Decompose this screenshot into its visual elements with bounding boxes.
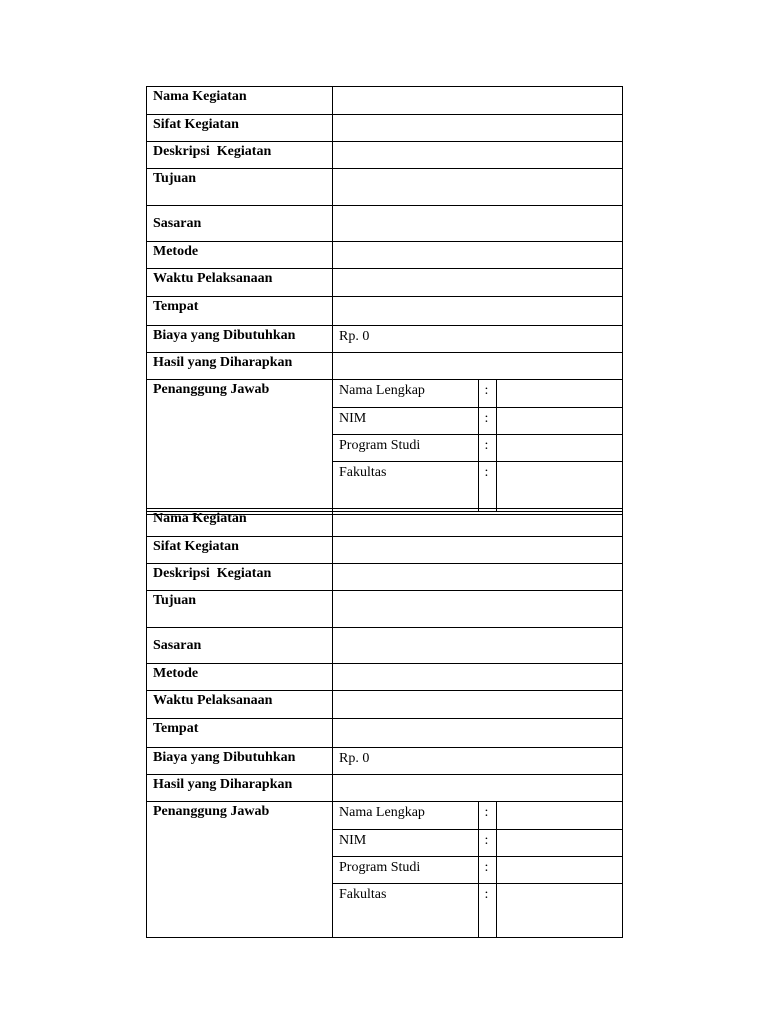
- pj-label-nim: NIM: [333, 407, 478, 434]
- value-deskripsi-kegiatan[interactable]: [333, 142, 623, 169]
- pj-row-program-studi: [333, 856, 622, 883]
- pj-label-nim: NIM: [333, 829, 478, 856]
- row-sasaran: [147, 206, 623, 242]
- value-metode[interactable]: [333, 242, 623, 269]
- value-hasil[interactable]: [333, 775, 623, 802]
- label-tujuan: Tujuan: [147, 591, 333, 628]
- row-tempat: [147, 297, 623, 326]
- label-tempat: Tempat: [147, 297, 333, 326]
- label-sasaran: Sasaran: [147, 628, 333, 664]
- pj-colon: :: [478, 461, 496, 511]
- pj-colon: :: [478, 380, 496, 407]
- value-sifat-kegiatan[interactable]: [333, 537, 623, 564]
- pj-row-nama: [333, 380, 622, 407]
- pj-row-nim: [333, 407, 622, 434]
- row-metode: [147, 242, 623, 269]
- label-waktu-pelaksanaan: Waktu Pelaksanaan: [147, 691, 333, 719]
- pj-details: [333, 802, 623, 938]
- pj-label-fakultas: Fakultas: [339, 886, 387, 902]
- row-nama-kegiatan: [147, 509, 623, 537]
- label-sifat-kegiatan: Sifat Kegiatan: [147, 115, 333, 142]
- pj-row-fakultas: [333, 461, 622, 511]
- pj-value-nim[interactable]: [496, 407, 622, 434]
- pj-row-program-studi: [333, 434, 622, 461]
- activity-form-2: [146, 508, 623, 938]
- row-hasil: [147, 353, 623, 380]
- value-biaya[interactable]: Rp. 0: [333, 326, 623, 353]
- pj-value-program-studi[interactable]: [496, 434, 622, 461]
- pj-details: [333, 380, 623, 512]
- value-tujuan[interactable]: [333, 591, 623, 628]
- row-penanggung-jawab: [147, 802, 623, 938]
- label-waktu-pelaksanaan: Waktu Pelaksanaan: [147, 269, 333, 297]
- label-sifat-kegiatan: Sifat Kegiatan: [147, 537, 333, 564]
- value-waktu-pelaksanaan[interactable]: [333, 691, 623, 719]
- label-biaya: Biaya yang Dibutuhkan: [147, 326, 333, 353]
- row-hasil: [147, 775, 623, 802]
- pj-colon: :: [478, 434, 496, 461]
- label-nama-kegiatan: Nama Kegiatan: [147, 509, 333, 537]
- form-divider: [146, 514, 622, 515]
- value-deskripsi-kegiatan[interactable]: [333, 564, 623, 591]
- value-nama-kegiatan[interactable]: [333, 87, 623, 115]
- label-deskripsi-kegiatan: Deskripsi Kegiatan: [147, 564, 333, 591]
- row-deskripsi-kegiatan: [147, 564, 623, 591]
- value-waktu-pelaksanaan[interactable]: [333, 269, 623, 297]
- label-deskripsi-kegiatan: Deskripsi Kegiatan: [147, 142, 333, 169]
- value-sasaran[interactable]: [333, 206, 623, 242]
- activity-form-1: [146, 86, 623, 512]
- pj-value-nim[interactable]: [496, 829, 622, 856]
- label-tempat: Tempat: [147, 719, 333, 748]
- value-tempat[interactable]: [333, 719, 623, 748]
- label-penanggung-jawab: Penanggung Jawab: [147, 380, 333, 512]
- row-waktu-pelaksanaan: [147, 269, 623, 297]
- label-tujuan: Tujuan: [147, 169, 333, 206]
- pj-details-table: [333, 802, 622, 937]
- pj-value-fakultas[interactable]: [496, 883, 622, 937]
- label-metode: Metode: [147, 242, 333, 269]
- pj-colon: :: [478, 829, 496, 856]
- value-tempat[interactable]: [333, 297, 623, 326]
- value-metode[interactable]: [333, 664, 623, 691]
- row-tujuan: [147, 169, 623, 206]
- row-nama-kegiatan: [147, 87, 623, 115]
- row-penanggung-jawab: [147, 380, 623, 512]
- row-waktu-pelaksanaan: [147, 691, 623, 719]
- pj-row-nama: [333, 802, 622, 829]
- pj-colon: :: [478, 883, 496, 937]
- row-sasaran: [147, 628, 623, 664]
- pj-details-table: [333, 380, 622, 511]
- row-tujuan: [147, 591, 623, 628]
- row-deskripsi-kegiatan: [147, 142, 623, 169]
- pj-value-fakultas[interactable]: [496, 461, 622, 511]
- value-sasaran[interactable]: [333, 628, 623, 664]
- pj-label-program-studi: Program Studi: [333, 856, 478, 883]
- pj-label-nama: Nama Lengkap: [333, 380, 478, 407]
- pj-label-nama: Nama Lengkap: [333, 802, 478, 829]
- pj-colon: :: [478, 856, 496, 883]
- label-biaya: Biaya yang Dibutuhkan: [147, 748, 333, 775]
- label-hasil: Hasil yang Diharapkan: [147, 353, 333, 380]
- pj-value-nama[interactable]: [496, 380, 622, 407]
- row-biaya: [147, 748, 623, 775]
- pj-row-fakultas: [333, 883, 622, 937]
- value-biaya[interactable]: Rp. 0: [333, 748, 623, 775]
- pj-colon: :: [478, 407, 496, 434]
- label-nama-kegiatan: Nama Kegiatan: [147, 87, 333, 115]
- value-sifat-kegiatan[interactable]: [333, 115, 623, 142]
- row-sifat-kegiatan: [147, 537, 623, 564]
- label-hasil: Hasil yang Diharapkan: [147, 775, 333, 802]
- row-tempat: [147, 719, 623, 748]
- pj-row-nim: [333, 829, 622, 856]
- pj-label-fakultas: Fakultas: [339, 464, 387, 480]
- label-metode: Metode: [147, 664, 333, 691]
- row-sifat-kegiatan: [147, 115, 623, 142]
- value-nama-kegiatan[interactable]: [333, 509, 623, 537]
- row-biaya: [147, 326, 623, 353]
- label-penanggung-jawab: Penanggung Jawab: [147, 802, 333, 938]
- pj-label-program-studi: Program Studi: [333, 434, 478, 461]
- label-sasaran: Sasaran: [147, 206, 333, 242]
- value-tujuan[interactable]: [333, 169, 623, 206]
- pj-value-program-studi[interactable]: [496, 856, 622, 883]
- value-hasil[interactable]: [333, 353, 623, 380]
- pj-value-nama[interactable]: [496, 802, 622, 829]
- row-metode: [147, 664, 623, 691]
- pj-colon: :: [478, 802, 496, 829]
